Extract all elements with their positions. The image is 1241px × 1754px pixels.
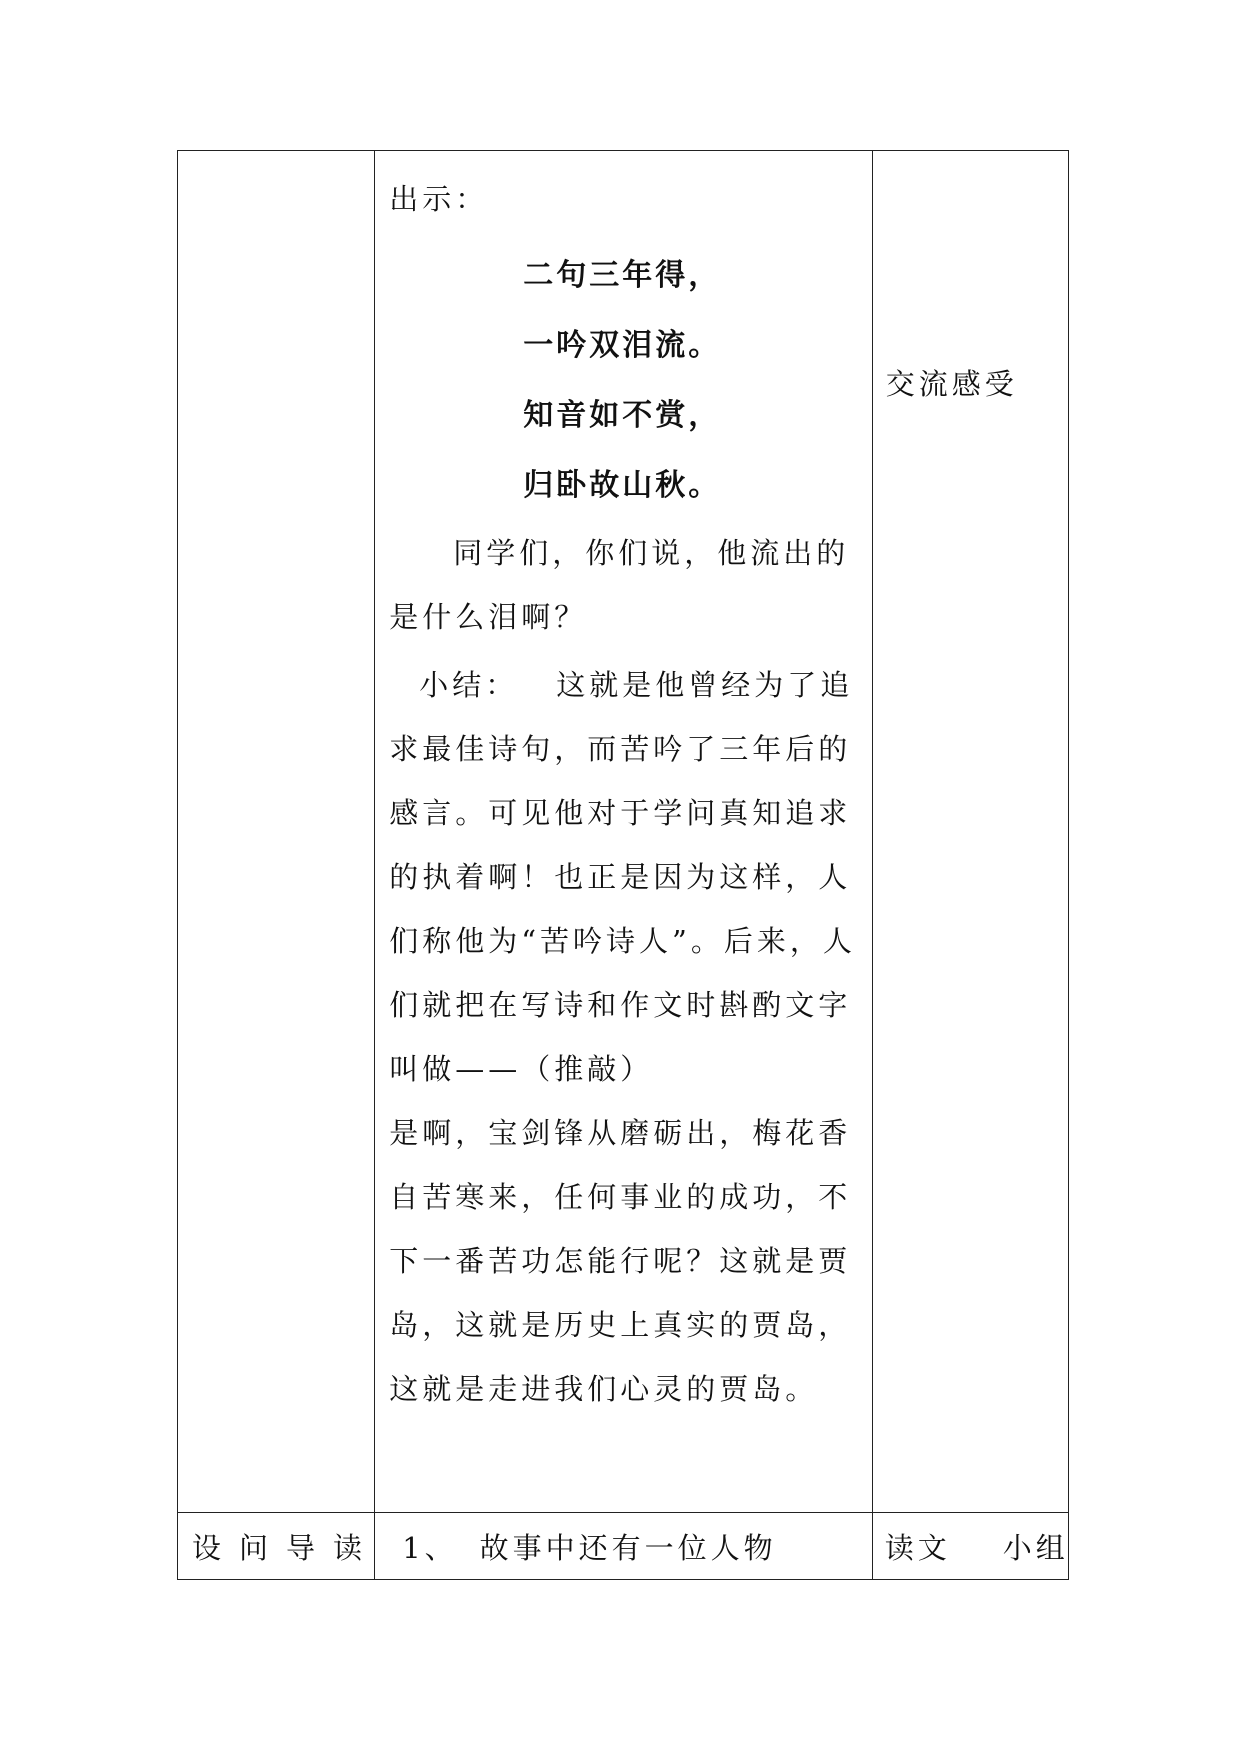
closing-line-4: 岛，这就是历史上真实的贾岛， [389, 1308, 852, 1342]
show-label: 出示： [389, 182, 489, 216]
closing-line-2: 自苦寒来，任何事业的成功，不 [389, 1180, 852, 1214]
closing-line-3: 下一番苦功怎能行呢？这就是贾 [389, 1244, 852, 1278]
lesson-table [177, 150, 1069, 1580]
closing-line-5: 这就是走进我们心灵的贾岛。 [389, 1372, 819, 1406]
summary-line-5: 们称他为“苦吟诗人”。后来，人 [389, 924, 856, 958]
poem-line-3: 知音如不赏， [523, 398, 722, 433]
summary-line-2: 求最佳诗句，而苦吟了三年后的 [389, 732, 852, 766]
section-activity-cell [872, 1513, 1068, 1580]
left-empty-cell [178, 151, 375, 1513]
summary-line-3: 感言。可见他对于学问真知追求 [389, 796, 852, 830]
poem-line-1: 二句三年得， [523, 258, 722, 293]
poem-line-2: 一吟双泪流。 [523, 328, 722, 363]
table-row [178, 1513, 1069, 1580]
section-label-cell: 设问导读 [178, 1513, 375, 1580]
summary-line-4: 的执着啊！也正是因为这样，人 [389, 860, 852, 894]
summary-first-line [389, 653, 860, 717]
summary-line-1: 这就是他曾经为了追 [556, 668, 854, 702]
summary-line-7: 叫做——（推敲） [389, 1052, 654, 1086]
summary-label: 小结： [419, 668, 519, 702]
poem-line-4: 归卧故山秋。 [523, 468, 722, 503]
table-row [178, 151, 1069, 1513]
question-line-1: 同学们，你们说，他流出的 [453, 536, 850, 570]
activity-cell [872, 151, 1068, 1513]
section-content-cell [375, 1513, 873, 1580]
activity-group: 小组 [1002, 1530, 1069, 1565]
activity-read: 读文 [884, 1530, 951, 1565]
question-line-2: 是什么泪啊？ [389, 600, 588, 634]
activity-note: 交流感受 [885, 367, 1018, 401]
closing-line-1: 是啊，宝剑锋从磨砺出，梅花香 [389, 1116, 852, 1150]
item-number: 1、 [402, 1530, 458, 1565]
summary-line-6: 们就把在写诗和作文时斟酌文字 [389, 988, 852, 1022]
teaching-content-cell [375, 151, 873, 1513]
item-text: 故事中还有一位人物 [479, 1530, 777, 1565]
